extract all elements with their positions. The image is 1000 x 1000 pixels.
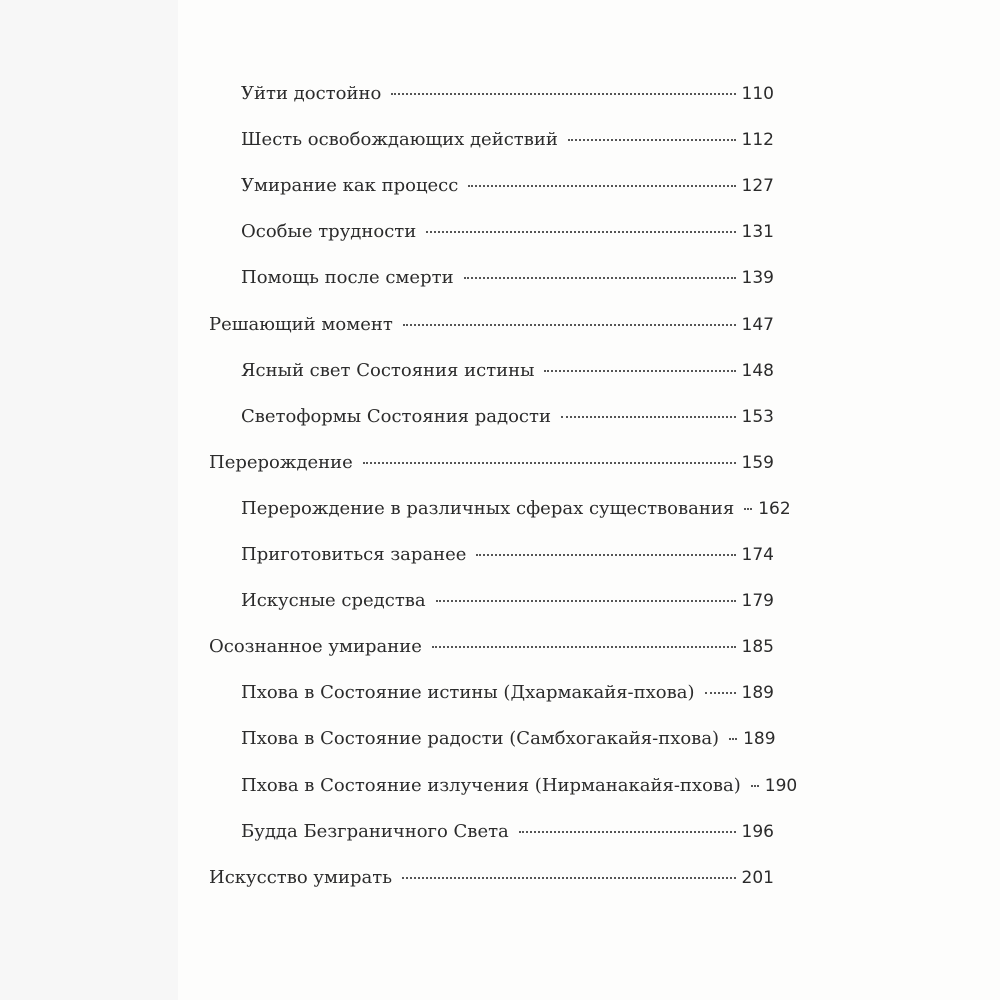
- toc-entry: [209, 452, 774, 482]
- toc-entry-page-number: 139: [741, 268, 774, 288]
- toc-entry-page-number: 189: [743, 729, 776, 749]
- toc-entry-title: Пхова в Состояние истины (Дхармакайя-пхова): [241, 682, 695, 703]
- toc-dot-leader: [519, 831, 736, 833]
- toc-dot-leader: [391, 93, 735, 95]
- toc-entry-title: Светоформы Состояния радости: [241, 406, 551, 427]
- toc-entry-page-number: 162: [758, 499, 791, 519]
- toc-entry-title: Особые трудности: [241, 221, 417, 242]
- toc-entry-title: Шесть освобождающих действий: [241, 129, 558, 150]
- toc-entry: [241, 406, 774, 436]
- toc-entry-title: Ясный свет Состояния истины: [241, 360, 535, 381]
- toc-entry-page-number: 196: [741, 822, 774, 842]
- toc-dot-leader: [561, 416, 736, 418]
- toc-entry-title: Приготовиться заранее: [241, 544, 467, 565]
- toc-entry: [241, 590, 774, 620]
- toc-entry-title: Помощь после смерти: [241, 267, 454, 288]
- toc-dot-leader: [426, 231, 735, 233]
- toc-entry-page-number: 190: [764, 776, 798, 796]
- toc-entry: [241, 544, 774, 574]
- toc-entry: [241, 498, 791, 528]
- toc-dot-leader: [432, 646, 736, 648]
- toc-entry-page-number: 189: [741, 683, 774, 703]
- toc-entry: [241, 175, 774, 205]
- toc-entry: [241, 221, 774, 251]
- toc-dot-leader: [468, 185, 735, 187]
- toc-entry-title: Решающий момент: [209, 314, 393, 335]
- toc-entry-title: Перерождение: [209, 452, 353, 473]
- toc-dot-leader: [705, 692, 736, 694]
- toc-dot-leader: [729, 738, 737, 740]
- toc-entry: [209, 867, 774, 897]
- toc-entry-title: Осознанное умирание: [209, 636, 422, 657]
- toc-entry: [241, 360, 774, 390]
- toc-entry-page-number: 174: [741, 545, 774, 565]
- toc-dot-leader: [744, 508, 752, 510]
- toc-dot-leader: [436, 600, 736, 602]
- toc-entry-page-number: 110: [741, 84, 774, 104]
- toc-dot-leader: [544, 370, 735, 372]
- toc-entry: [241, 821, 774, 851]
- toc-dot-leader: [363, 462, 736, 464]
- toc-entry: [241, 682, 774, 712]
- toc-entry: [209, 636, 774, 666]
- toc-entry-page-number: 153: [741, 407, 774, 427]
- toc-entry-title: Пхова в Состояние излучения (Нирманакайя-пхова): [241, 775, 741, 796]
- toc-entry-page-number: 127: [741, 176, 774, 196]
- toc-entry: [241, 129, 774, 159]
- toc-entry-title: Пхова в Состояние радости (Самбхогакайя-пхова): [241, 728, 720, 749]
- toc-entry: [241, 267, 774, 297]
- toc-entry: [241, 83, 774, 113]
- toc-dot-leader: [402, 877, 736, 879]
- toc-entry: [209, 314, 774, 344]
- toc-entry-page-number: 147: [741, 315, 774, 335]
- toc-entry: [241, 728, 774, 758]
- toc-dot-leader: [568, 139, 736, 141]
- toc-dot-leader: [476, 554, 735, 556]
- toc-dot-leader: [464, 277, 736, 279]
- toc-entry-page-number: 112: [741, 130, 774, 150]
- toc-dot-leader: [403, 324, 736, 326]
- toc-entry-page-number: 148: [741, 361, 774, 381]
- toc-entry-page-number: 159: [741, 453, 774, 473]
- toc-entry-page-number: 179: [741, 591, 774, 611]
- toc-entry-page-number: 131: [741, 222, 774, 242]
- toc-entry: [241, 775, 798, 805]
- toc-entry-title: Перерождение в различных сферах существования: [241, 498, 735, 519]
- toc-entry-title: Умирание как процесс: [241, 175, 459, 196]
- toc-entry-title: Будда Безграничного Света: [241, 821, 509, 842]
- toc-entry-title: Искусные средства: [241, 590, 426, 611]
- toc-entry-title: Уйти достойно: [241, 83, 382, 104]
- toc-dot-leader: [751, 785, 759, 787]
- toc-entry-page-number: 201: [741, 868, 774, 888]
- toc-entry-page-number: 185: [741, 637, 774, 657]
- toc-entry-title: Искусство умирать: [209, 867, 393, 888]
